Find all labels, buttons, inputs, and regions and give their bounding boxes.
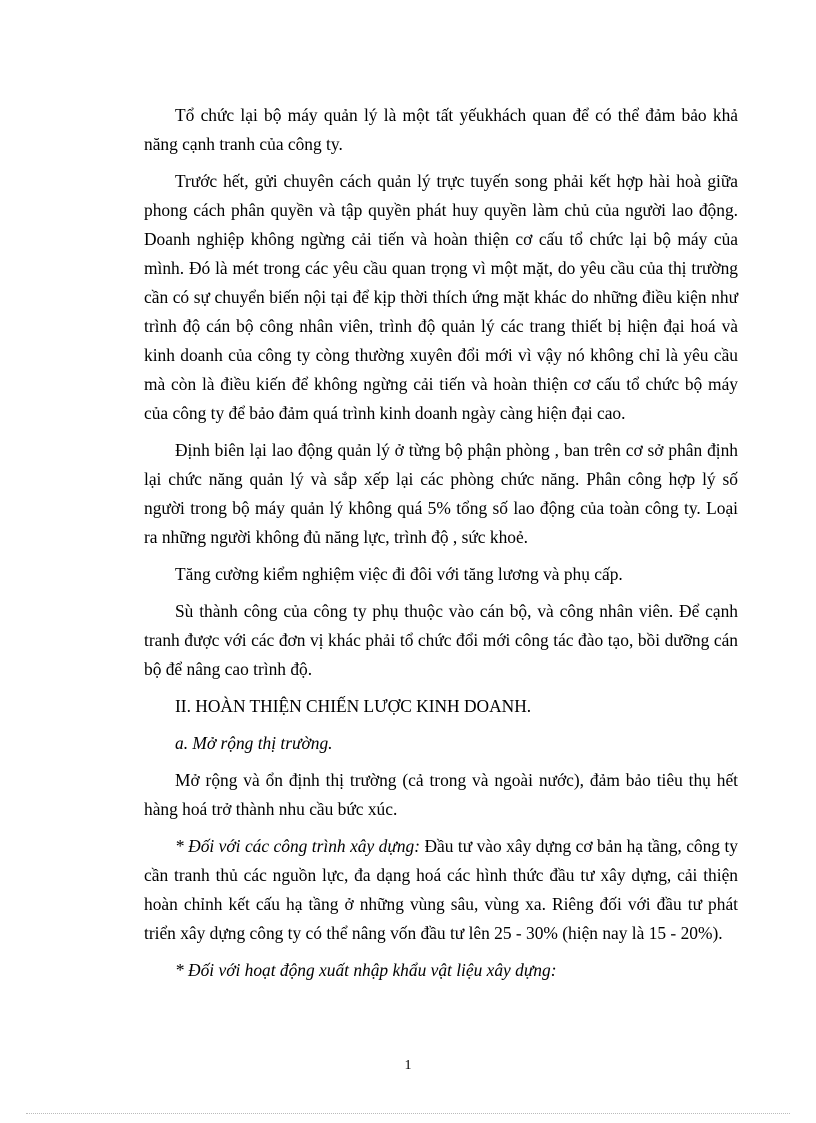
- construction-text: Đầu tư vào xây dựng cơ bản hạ tầng, công ty cần tranh thủ các nguồn lực, đa dạng hoá các hình thức đầu tư xây dựng, cải thiện hoàn chỉnh kết cấu hạ tầng ở những vùng sâu, vùng xa. Riêng đối với đầu tư phát triển xây dựng công ty có thể nâng vốn đầu tư lên 25 - 30% (hiện nay là 15 - 20%).: [144, 836, 738, 943]
- paragraph-construction: [144, 832, 738, 948]
- body-text: [144, 101, 738, 993]
- paragraph-management-style: Trước hết, gửi chuyên cách quản lý trực tuyến song phải kết hợp hài hoà giữa phong cách phân quyền và tập quyền phát huy quyền làm chủ của người lao động. Doanh nghiệp không ngừng cải tiến và hoàn thiện cơ cấu tổ chức lại bộ máy của mình. Đó là mét trong các yêu cầu quan trọng vì một mặt, do yêu cầu của thị trường cần có sự chuyển biến nội tại để kịp thời thích ứng mặt khác do những điều kiện như trình độ cán bộ công nhân viên, trình độ quản lý các trang thiết bị hiện đại hoá và kinh doanh của công ty còng thường xuyên đổi mới vì vậy nó không chỉ là yêu cầu mà còn là điều kiến để không ngừng cải tiến và hoàn thiện cơ cấu tổ chức bộ máy của công ty để bảo đảm quá trình kinh doanh ngày càng hiện đại cao.: [144, 171, 738, 423]
- section-heading: II. HOÀN THIỆN CHIẾN LƯỢC KINH DOANH.: [175, 696, 532, 716]
- construction-label: * Đối với các công trình xây dựng:: [175, 836, 421, 856]
- footer-divider: [26, 1113, 790, 1114]
- paragraph-inspection: Tăng cường kiểm nghiệm việc đi đôi với tăng lương và phụ cấp.: [175, 564, 623, 584]
- paragraph-market-expansion: Mở rộng và ổn định thị trường (cả trong và ngoài nước), đảm bảo tiêu thụ hết hàng hoá trở thành nhu cầu bức xúc.: [144, 770, 738, 819]
- paragraph-restructure: Tổ chức lại bộ máy quản lý là một tất yếukhách quan để có thể đảm bảo khả năng cạnh tranh của công ty.: [144, 105, 738, 154]
- paragraph-training: Sù thành công của công ty phụ thuộc vào cán bộ, và công nhân viên. Để cạnh tranh được với các đơn vị khác phải tổ chức đổi mới công tác đào tạo, bồi dưỡng cán bộ để nâng cao trình độ.: [144, 601, 738, 679]
- paragraph-staffing: Định biên lại lao động quản lý ở từng bộ phận phòng , ban trên cơ sở phân định lại chức năng quản lý và sắp xếp lại các phòng chức năng. Phân công hợp lý số người trong bộ máy quản lý không quá 5% tổng số lao động của toàn công ty. Loại ra những người không đủ năng lực, trình độ , sức khoẻ.: [144, 440, 738, 547]
- paragraph-import-export-label: * Đối với hoạt động xuất nhập khẩu vật liệu xây dựng:: [175, 960, 557, 980]
- subsection-heading: a. Mở rộng thị trường.: [175, 733, 333, 753]
- page-number: 1: [404, 1058, 412, 1073]
